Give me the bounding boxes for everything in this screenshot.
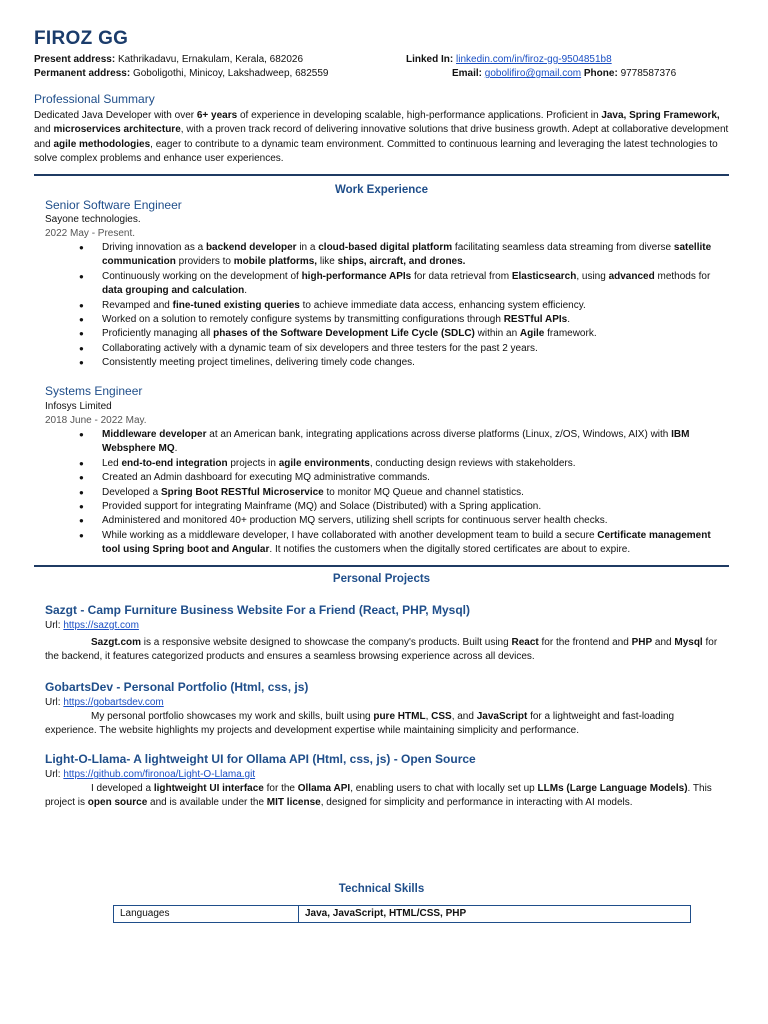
email-phone-contact: [452, 67, 676, 81]
technical-skills-heading: Technical Skills: [338, 883, 425, 895]
bullets-infosys: [76, 428, 716, 558]
list-item: ● Continuously working on the development of high-performance APIs for data retrieval from Elasticsearch, using advanced methods for data grouping and calculation.: [76, 270, 716, 299]
company-infosys: Infosys Limited: [45, 401, 112, 412]
email-label: Email:: [452, 68, 483, 79]
skills-table: [113, 905, 691, 923]
personal-projects-heading: Personal Projects: [332, 573, 431, 585]
list-item: ● Driving innovation as a backend developer in a cloud-based digital platform facilitating seamless data streaming from diverse satellite communication providers to mobile platforms, like ships, aircraft, and drones.: [76, 241, 716, 270]
linkedin-contact: [406, 53, 612, 67]
linkedin-link[interactable]: linkedin.com/in/firoz-gg-9504851b8: [456, 54, 612, 65]
project-url-light-o-llama: Url: https://github.com/fironoa/Light-O-Llama.git: [45, 769, 256, 780]
work-experience-heading: Work Experience: [334, 184, 429, 196]
list-item: ● Proficiently managing all phases of the Software Development Life Cycle (SDLC) within an Agile framework.: [76, 327, 716, 341]
sazgt-link[interactable]: https://sazgt.com: [63, 620, 139, 631]
permanent-address-value: Goboligothi, Minicoy, Lakshadweep, 682559: [132, 68, 329, 79]
permanent-address-label: Permanent address:: [34, 68, 131, 79]
skill-category: Languages: [114, 906, 299, 923]
section-divider: [34, 565, 729, 567]
list-item: ● Collaborating actively with a dynamic team of six developers and three testers for the past 2 years.: [76, 342, 716, 356]
present-address: [34, 53, 303, 67]
linkedin-label: Linked In:: [406, 54, 454, 65]
project-url-gobartsdev: Url: https://gobartsdev.com: [45, 697, 164, 708]
list-item: ● Revamped and fine-tuned existing queries to achieve immediate data access, enhancing system efficiency.: [76, 299, 716, 313]
project-desc-light-o-llama: I developed a lightweight UI interface for the Ollama API, enabling users to chat with locally set up LLMs (Large Language Models). This project is open source and is available under the MIT license, designed for simplicity and performance in interacting with AI models.: [45, 783, 712, 809]
summary-heading: Professional Summary: [34, 92, 155, 106]
candidate-name: FIROZ GG: [34, 28, 129, 49]
list-item: ● Consistently meeting project timelines, delivering timely code changes.: [76, 356, 716, 370]
present-address-value: Kathrikadavu, Ernakulam, Kerala, 682026: [117, 54, 304, 65]
list-item: ● Created an Admin dashboard for executing MQ administrative commands.: [76, 471, 716, 485]
present-address-label: Present address:: [34, 54, 116, 65]
job-title-systems: Systems Engineer: [45, 384, 143, 398]
project-title-sazgt: Sazgt - Camp Furniture Business Website For a Friend (React, PHP, Mysql): [45, 603, 470, 617]
company-sayone: Sayone technologies.: [45, 214, 141, 225]
section-divider: [34, 174, 729, 176]
project-url-sazgt: Url: https://sazgt.com: [45, 620, 139, 631]
table-row: [114, 906, 691, 923]
skill-values: Java, JavaScript, HTML/CSS, PHP: [299, 906, 691, 923]
light-o-llama-link[interactable]: https://github.com/fironoa/Light-O-Llama.git: [63, 769, 256, 780]
gobartsdev-link[interactable]: https://gobartsdev.com: [63, 697, 164, 708]
list-item: ● While working as a middleware developer, I have collaborated with another development team to build a secure Certificate management tool using Spring boot and Angular. It notifies the customers when the digitally stored certificates are about to expire.: [76, 529, 716, 558]
job-title-senior: Senior Software Engineer: [45, 198, 182, 212]
email-link[interactable]: gobolifiro@gmail.com: [484, 68, 582, 79]
list-item: ● Led end-to-end integration projects in agile environments, conducting design reviews with stakeholders.: [76, 457, 716, 471]
list-item: ● Provided support for integrating Mainframe (MQ) and Solace (Distributed) with a Spring application.: [76, 500, 716, 514]
project-title-gobartsdev: GobartsDev - Personal Portfolio (Html, css, js): [45, 680, 309, 694]
summary-paragraph: Dedicated Java Developer with over 6+ years of experience in developing scalable, high-performance applications. Proficient in Java, Spring Framework, and microservices architecture, with a proven track record of delivering innovative solutions that drive business growth. Adept at collaborative development and agile methodologies, eager to contribute to a dynamic team environment. Committed to continuous learning and leveraging the latest technologies to solve complex problems and enhance user experiences.: [34, 110, 729, 165]
bullets-sayone: [76, 241, 716, 371]
permanent-address: [34, 67, 328, 81]
list-item: ● Worked on a solution to remotely configure systems by transmitting configurations through RESTful APIs.: [76, 313, 716, 327]
phone-label: Phone:: [583, 68, 618, 79]
project-desc-sazgt: Sazgt.com is a responsive website designed to showcase the company's products. Built using React for the frontend and PHP and Mysql for the backend, it features categorized products and ensures a seamless browsing experience across all devices.: [45, 637, 718, 663]
project-title-light-o-llama: Light-O-Llama- A lightweight UI for Ollama API (Html, css, js) - Open Source: [45, 752, 476, 766]
list-item: ● Developed a Spring Boot RESTful Microservice to monitor MQ Queue and channel statistics.: [76, 486, 716, 500]
list-item: ● Middleware developer at an American bank, integrating applications across diverse platforms (Linux, z/OS, Windows, AIX) with IBM Websphere MQ.: [76, 428, 716, 457]
dates-sayone: 2022 May - Present.: [45, 228, 136, 239]
phone-value: 9778587376: [620, 68, 677, 79]
list-item: ● Administered and monitored 40+ production MQ servers, utilizing shell scripts for continuous server health checks.: [76, 514, 716, 528]
project-desc-gobartsdev: My personal portfolio showcases my work and skills, built using pure HTML, CSS, and JavaScript for a lightweight and fast-loading experience. The website highlights my projects and development expertise while maintaining simplicity and performance.: [45, 711, 675, 737]
dates-infosys: 2018 June - 2022 May.: [45, 415, 147, 426]
